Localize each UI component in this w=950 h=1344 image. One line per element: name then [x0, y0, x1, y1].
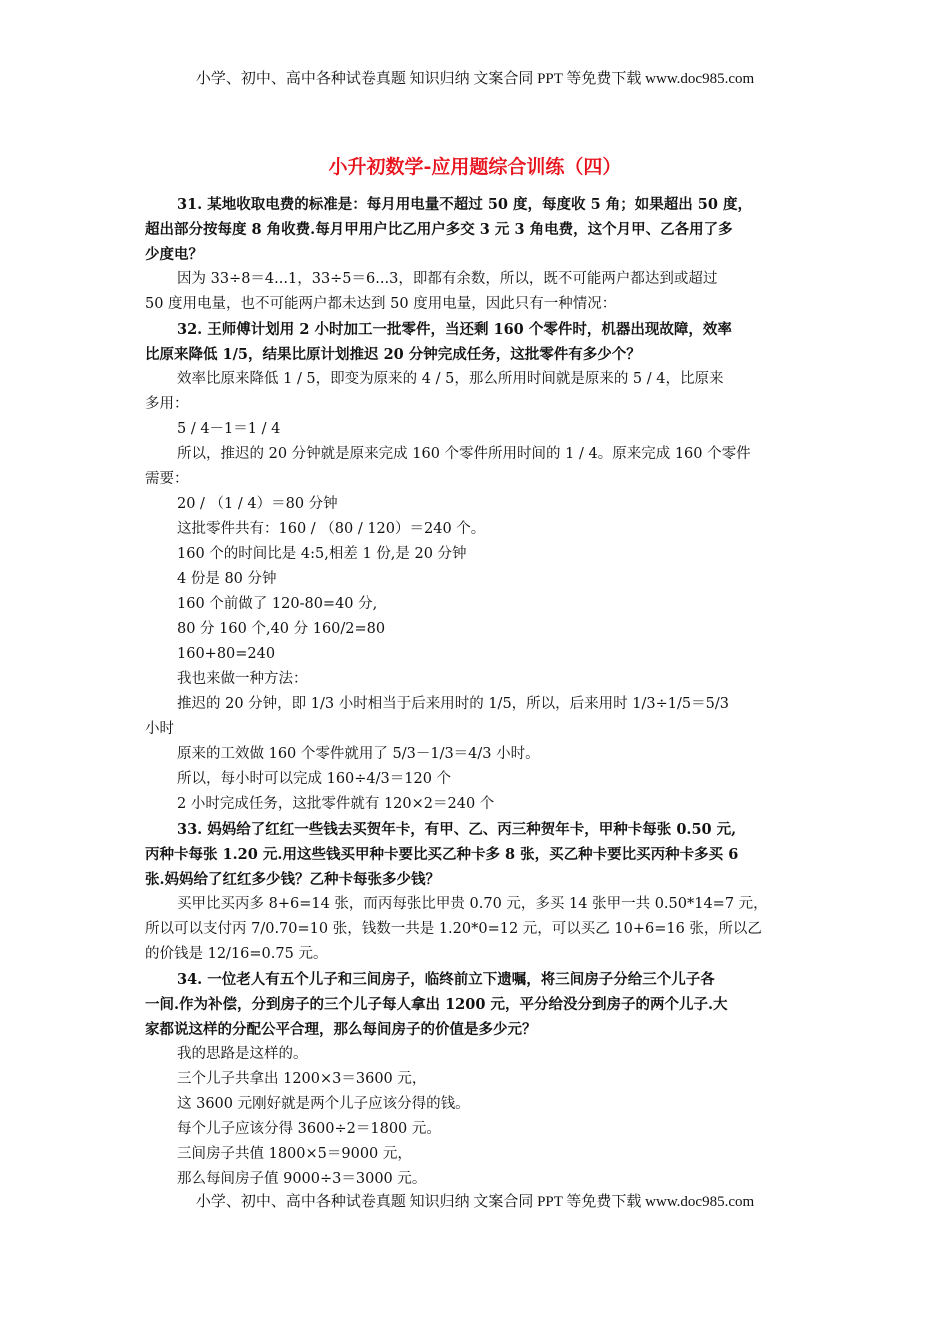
answer-text-line: 20 / （1 / 4）＝80 分钟 — [177, 496, 338, 512]
page-title: 小升初数学-应用题综合训练（四） — [328, 156, 622, 178]
answer-text-line: 2 小时完成任务，这批零件就有 120×2＝240 个 — [177, 796, 495, 812]
answer-text-line: 所以，推迟的 20 分钟就是原来完成 160 个零件所用时间的 1 / 4。原来完成 160 个零件 — [177, 446, 751, 462]
question-text-line: 少度电？ — [145, 246, 203, 263]
question-text-line: 超出部分按每度 8 角收费.每月甲用户比乙用户多交 3 元 3 角电费，这个月甲、乙各用了多 — [145, 221, 733, 238]
answer-text-line: 我也来做一种方法： — [177, 671, 308, 687]
page-header: 小学、初中、高中各种试卷真题 知识归纳 文案合同 PPT 等免费下载 www.doc985.com — [195, 71, 755, 87]
answer-text-line: 那么每间房子值 9000÷3＝3000 元。 — [177, 1171, 427, 1187]
answer-text-line: 多用： — [145, 396, 189, 412]
answer-text-line: 推迟的 20 分钟，即 1/3 小时相当于后来用时的 1/5，所以，后来用时 1/3÷1/5＝5/3 — [177, 696, 729, 712]
answer-text-line: 需要： — [145, 471, 189, 487]
answer-text-line: 原来的工效做 160 个零件就用了 5/3－1/3＝4/3 小时。 — [177, 746, 540, 762]
answer-text-line: 这 3600 元刚好就是两个儿子应该分得的钱。 — [177, 1096, 470, 1112]
question-text-line: 丙种卡每张 1.20 元.用这些钱买甲种卡要比买乙种卡多 8 张，买乙种卡要比买丙种卡多买 6 — [145, 846, 739, 863]
page-footer: 小学、初中、高中各种试卷真题 知识归纳 文案合同 PPT 等免费下载 www.doc985.com — [195, 1194, 755, 1210]
answer-text-line: 50 度用电量，也不可能两户都未达到 50 度用电量，因此只有一种情况： — [145, 296, 617, 312]
answer-text-line: 所以，每小时可以完成 160÷4/3＝120 个 — [177, 771, 452, 787]
answer-text-line: 4 份是 80 分钟 — [177, 571, 277, 587]
question-text-line: 张.妈妈给了红红多少钱？乙种卡每张多少钱？ — [145, 871, 441, 888]
answer-text-line: 三间房子共值 1800×5＝9000 元， — [177, 1146, 412, 1162]
answer-text-line: 因为 33÷8＝4...1，33÷5＝6...3，即都有余数，所以，既不可能两户都达到或超过 — [177, 271, 718, 287]
answer-text-line: 这批零件共有：160 / （80 / 120）＝240 个。 — [177, 521, 486, 537]
answer-text-line: 160+80=240 — [177, 646, 276, 662]
question-text-line: 32. 王师傅计划用 2 小时加工一批零件，当还剩 160 个零件时，机器出现故障，效率 — [177, 321, 732, 338]
answer-text-line: 160 个前做了 120-80=40 分, — [177, 596, 378, 612]
answer-text-line: 80 分 160 个,40 分 160/2=80 — [177, 621, 386, 637]
answer-text-line: 所以可以支付丙 7/0.70=10 张，钱数一共是 1.20*0=12 元，可以买乙 10+6=16 张，所以乙 — [145, 921, 762, 937]
answer-text-line: 5 / 4－1＝1 / 4 — [177, 421, 281, 437]
answer-text-line: 小时 — [145, 721, 174, 737]
answer-text-line: 买甲比买丙多 8+6=14 张，而丙每张比甲贵 0.70 元，多买 14 张甲一共 0.50*14=7 元， — [177, 896, 768, 912]
question-text-line: 33. 妈妈给了红红一些钱去买贺年卡，有甲、乙、丙三种贺年卡，甲种卡每张 0.50 元, — [177, 821, 737, 838]
question-text-line: 31. 某地收取电费的标准是：每月用电量不超过 50 度，每度收 5 角；如果超出 50 度， — [177, 196, 753, 213]
question-text-line: 家都说这样的分配公平合理，那么每间房子的价值是多少元？ — [145, 1021, 537, 1038]
answer-text-line: 160 个的时间比是 4:5,相差 1 份,是 20 分钟 — [177, 546, 467, 562]
answer-text-line: 我的思路是这样的。 — [177, 1046, 308, 1062]
answer-text-line: 每个儿子应该分得 3600÷2＝1800 元。 — [177, 1121, 441, 1137]
answer-text-line: 效率比原来降低 1 / 5，即变为原来的 4 / 5，那么所用时间就是原来的 5 / 4，比原来 — [177, 371, 724, 387]
answer-text-line: 三个儿子共拿出 1200×3＝3600 元， — [177, 1071, 427, 1087]
question-text-line: 34. 一位老人有五个儿子和三间房子，临终前立下遗嘱，将三间房子分给三个儿子各 — [177, 971, 715, 988]
question-text-line: 一间.作为补偿，分到房子的三个儿子每人拿出 1200 元，平分给没分到房子的两个儿子.大 — [145, 996, 728, 1013]
answer-text-line: 的价钱是 12/16=0.75 元。 — [145, 946, 328, 962]
document-body — [145, 192, 815, 1192]
question-text-line: 比原来降低 1/5，结果比原计划推迟 20 分钟完成任务，这批零件有多少个？ — [145, 346, 641, 363]
